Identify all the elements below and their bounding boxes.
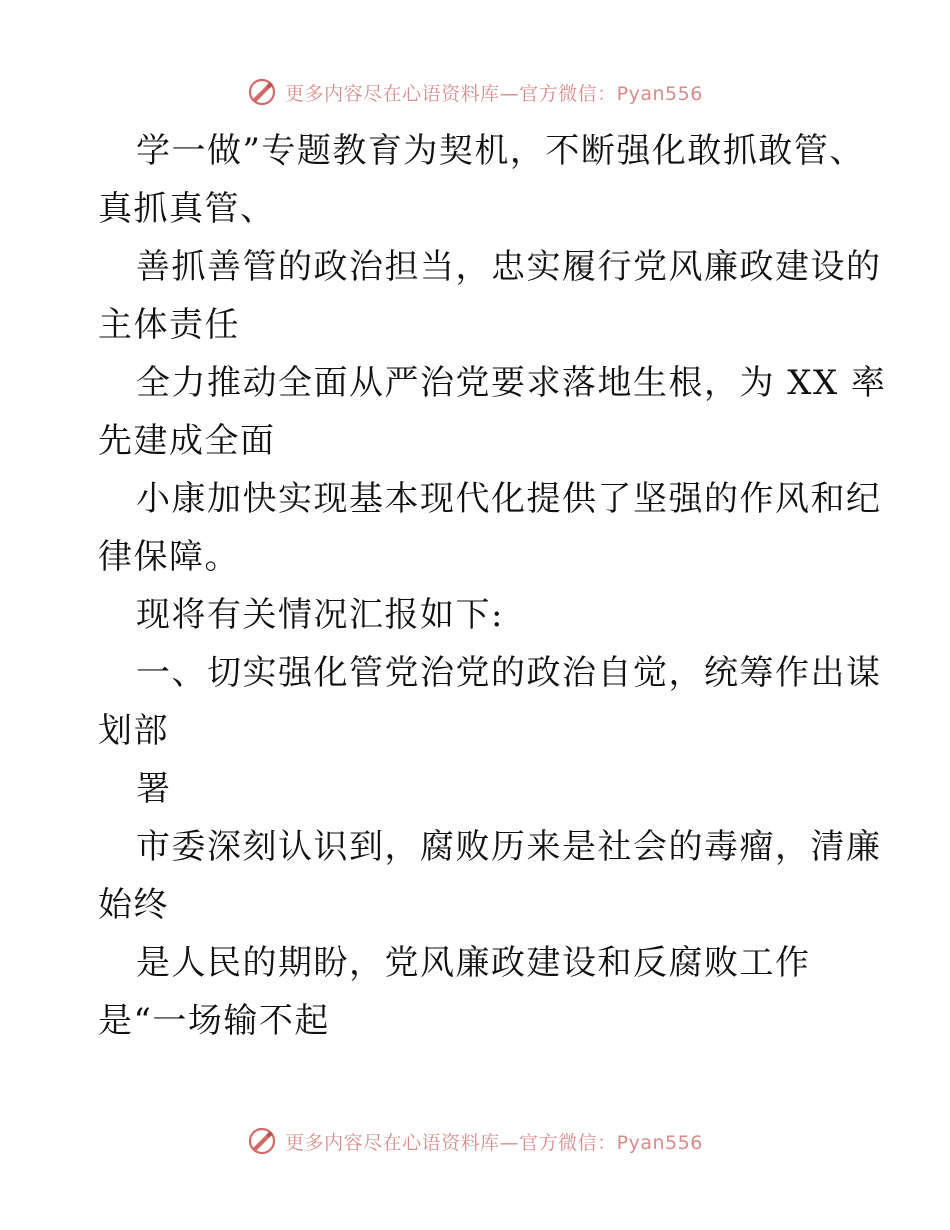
pen-logo-icon — [247, 1126, 277, 1156]
document-body — [98, 122, 887, 1050]
body-line: 先建成全面 — [98, 421, 276, 461]
body-line: 主体责任 — [98, 305, 240, 345]
body-line: 一、切实强化管党治党的政治自觉，统筹作出谋 — [136, 653, 882, 693]
body-line: 署 — [136, 769, 172, 809]
footer-watermark-text: 更多内容尽在心语资料库—官方微信：Pyan556 — [285, 1131, 703, 1154]
body-line: 全力推动全面从严治党要求落地生根，为 XX 率 — [136, 363, 887, 403]
body-line: 现将有关情况汇报如下: — [136, 595, 504, 635]
body-line: 小康加快实现基本现代化提供了坚强的作风和纪 — [136, 479, 882, 519]
body-line: 划部 — [98, 711, 169, 751]
body-line: 市委深刻认识到，腐败历来是社会的毒瘤，清廉 — [136, 827, 882, 867]
body-line: 是“一场输不起 — [98, 1001, 330, 1041]
body-line: 善抓善管的政治担当，忠实履行党风廉政建设的 — [136, 247, 882, 287]
header-watermark-text: 更多内容尽在心语资料库—官方微信：Pyan556 — [285, 82, 703, 105]
body-line: 始终 — [98, 885, 169, 925]
body-line: 律保障。 — [98, 537, 240, 577]
body-line: 是人民的期盼，党风廉政建设和反腐败工作 — [136, 943, 811, 983]
header-watermark — [0, 74, 950, 110]
body-line: 学一做”专题教育为契机，不断强化敢抓敢管、 — [136, 131, 865, 171]
footer-watermark — [0, 1123, 950, 1159]
body-line: 真抓真管、 — [98, 189, 276, 229]
pen-logo-icon — [247, 77, 277, 107]
